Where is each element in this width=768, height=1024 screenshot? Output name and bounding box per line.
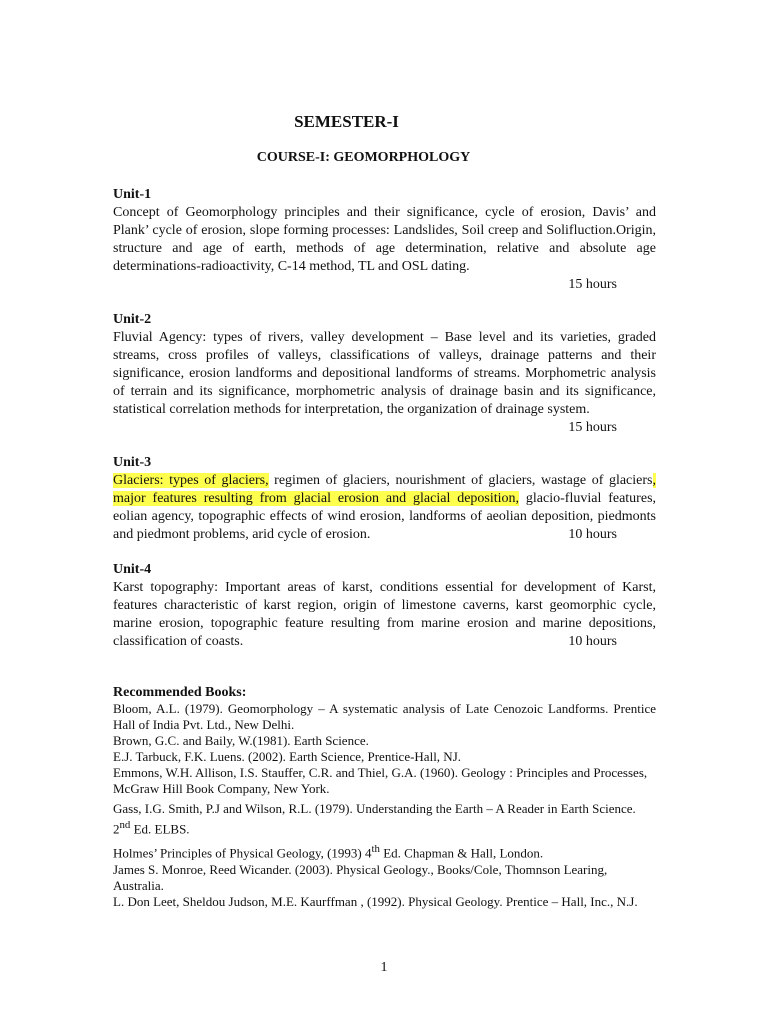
book-edition-sup: th bbox=[371, 843, 380, 856]
page-title: SEMESTER-I bbox=[294, 112, 399, 131]
books-heading: Recommended Books: bbox=[113, 685, 247, 700]
page-number: 1 bbox=[380, 960, 388, 975]
unit-hours: 15 hours bbox=[568, 277, 617, 292]
book-entry: E.J. Tarbuck, F.K. Luens. (2002). Earth Science, Prentice-Hall, NJ. bbox=[113, 749, 461, 764]
highlighted-text: , major features resulting from glacial erosion and glacial deposition, bbox=[113, 473, 656, 506]
unit-4-section bbox=[113, 561, 656, 651]
unit-2-section bbox=[113, 311, 656, 437]
book-entry: James S. Monroe, Reed Wicander. (2003). Physical Geology., Books/Cole, Thomnson Learing, Australia. bbox=[113, 861, 608, 893]
book-edition-suffix: Ed. Chapman & Hall, London. bbox=[379, 845, 544, 861]
book-entry: L. Don Leet, Sheldou Judson, M.E. Kaurffman , (1992). Physical Geology. Prentice – Hall, Inc., N.J. bbox=[113, 893, 638, 909]
book-entry: Brown, G.C. and Baily, W.(1981). Earth Science. bbox=[113, 733, 369, 748]
unit-body: Concept of Geomorphology principles and their significance, cycle of erosion, Davis’ and Plank’ cycle of erosion, slope forming processes: Landslides, Soil creep and Solifluction.Origin, structure and age of earth, methods of age determination, relative and absolute age determinations-radioactivity, C-14 method, TL and OSL dating. bbox=[113, 205, 656, 274]
book-edition: 2 bbox=[113, 821, 120, 837]
unit-body-text: glacio-fluvial features, eolian agency, topographic effects of wind erosion, landforms of aeolian deposition, piedmonts and piedmont problems, arid cycle of erosion. bbox=[113, 491, 657, 542]
unit-hours: 15 hours bbox=[568, 420, 617, 435]
unit-body-text: Karst topography: Important areas of karst, conditions essential for development of Karst, features characteristic of karst region, origin of limestone caverns, karst geomorphic cycle, marine erosion, topographic feature resulting from marine erosion and marine depositions, classification of coasts. bbox=[113, 580, 656, 649]
unit-body-text: regimen of glaciers, nourishment of glaciers, wastage of glaciers bbox=[268, 473, 653, 488]
unit-heading: Unit-1 bbox=[113, 187, 152, 202]
highlighted-text: Glaciers: types of glaciers, bbox=[113, 473, 269, 488]
course-title: COURSE-I: GEOMORPHOLOGY bbox=[256, 150, 471, 165]
recommended-books bbox=[113, 685, 656, 910]
book-entry-text: Gass, I.G. Smith, P.J and Wilson, R.L. (1979). Understanding the Earth – A Reader in Earth Science. bbox=[113, 801, 636, 816]
book-edition-suffix: Ed. ELBS. bbox=[130, 821, 190, 837]
unit-hours: 10 hours bbox=[568, 527, 617, 542]
unit-body bbox=[113, 472, 656, 544]
unit-3-section bbox=[113, 454, 656, 544]
unit-body bbox=[113, 329, 656, 435]
book-edition-sup: nd bbox=[119, 819, 131, 831]
unit-body bbox=[113, 579, 656, 651]
unit-heading: Unit-4 bbox=[113, 562, 152, 577]
unit-body-text: Fluvial Agency: types of rivers, valley development – Base level and its varieties, graded streams, cross profiles of valleys, classifications of valleys, drainage patterns and their significance, erosion landforms and depositional landforms of streams. Morphometric analysis of terrain and its significance, morphometric analysis of drainage basin and its significance, statistical correlation methods for interpretation, the organization of drainage system. bbox=[113, 330, 656, 417]
unit-heading: Unit-3 bbox=[113, 455, 152, 470]
book-entry: Emmons, W.H. Allison, I.S. Stauffer, C.R. and Thiel, G.A. (1960). Geology : Principles and Processes, McGraw Hill Book Company, New York. bbox=[113, 765, 648, 796]
book-entry-text: Holmes’ Principles of Physical Geology, (1993) 4 bbox=[113, 845, 372, 861]
book-entry bbox=[113, 841, 656, 861]
unit-heading: Unit-2 bbox=[113, 312, 152, 327]
book-entry bbox=[113, 801, 656, 837]
book-entry: Bloom, A.L. (1979). Geomorphology – A systematic analysis of Late Cenozoic Landforms. Prentice Hall of India Pvt. Ltd., New Delhi. bbox=[113, 701, 656, 732]
unit-1-section bbox=[113, 186, 656, 294]
unit-hours: 10 hours bbox=[568, 634, 617, 649]
